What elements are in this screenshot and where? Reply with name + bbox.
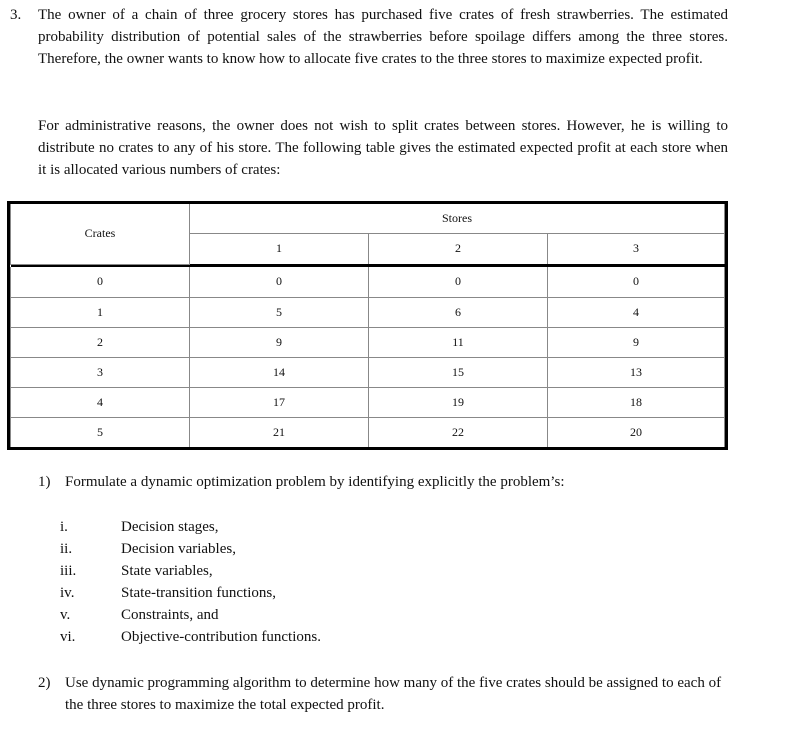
store-1-cell: 0 xyxy=(190,267,369,297)
crates-cell: 5 xyxy=(11,417,190,447)
store-3-cell: 13 xyxy=(548,357,725,387)
store-3-label: 3 xyxy=(548,233,725,264)
profit-table xyxy=(10,204,725,447)
store-3-cell: 20 xyxy=(548,417,725,447)
stores-header: Stores xyxy=(190,204,725,233)
crates-cell: 4 xyxy=(11,387,190,417)
store-2-cell: 11 xyxy=(369,327,548,357)
table-row xyxy=(11,357,725,387)
store-3-cell: 9 xyxy=(548,327,725,357)
problem-admin: For administrative reasons, the owner does not wish to split crates between stores. However, he is willing to distribute no crates to any of his store. The following table gives the estimated expected profit at each store when it is allocated various numbers of crates: xyxy=(38,118,728,178)
store-2-cell: 6 xyxy=(369,297,548,327)
store-1-label: 1 xyxy=(190,233,369,264)
store-2-label: 2 xyxy=(369,233,548,264)
store-3-cell: 4 xyxy=(548,297,725,327)
table-row xyxy=(11,417,725,447)
store-1-cell: 21 xyxy=(190,417,369,447)
store-1-cell: 9 xyxy=(190,327,369,357)
crates-cell: 1 xyxy=(11,297,190,327)
table-row xyxy=(11,327,725,357)
question-1-number: 1) xyxy=(38,474,51,490)
problem-number: 3. xyxy=(10,7,22,23)
question-2-number: 2) xyxy=(38,675,51,691)
crates-cell: 0 xyxy=(11,267,190,297)
crates-header: Crates xyxy=(11,204,190,264)
store-1-cell: 17 xyxy=(190,387,369,417)
store-2-cell: 19 xyxy=(369,387,548,417)
store-1-cell: 14 xyxy=(190,357,369,387)
store-3-cell: 0 xyxy=(548,267,725,297)
table-row xyxy=(11,267,725,297)
question-2-text: Use dynamic programming algorithm to determine how many of the five crates should be assigned to each of the three stores to maximize the total expected profit. xyxy=(65,675,722,713)
table-row xyxy=(11,297,725,327)
store-2-cell: 22 xyxy=(369,417,548,447)
table-row xyxy=(11,387,725,417)
problem-intro: The owner of a chain of three grocery stores has purchased five crates of fresh strawberries. The estimated probability distribution of potential sales of the strawberries before spoilage differs among the three stores. Therefore, the owner wants to know how to allocate five crates to the three stores to maximize expected profit. xyxy=(38,7,728,67)
crates-cell: 2 xyxy=(11,327,190,357)
store-1-cell: 5 xyxy=(190,297,369,327)
question-1-text: Formulate a dynamic optimization problem by identifying explicitly the problem’s: xyxy=(65,474,565,490)
store-2-cell: 0 xyxy=(369,267,548,297)
crates-cell: 3 xyxy=(11,357,190,387)
store-3-cell: 18 xyxy=(548,387,725,417)
store-2-cell: 15 xyxy=(369,357,548,387)
